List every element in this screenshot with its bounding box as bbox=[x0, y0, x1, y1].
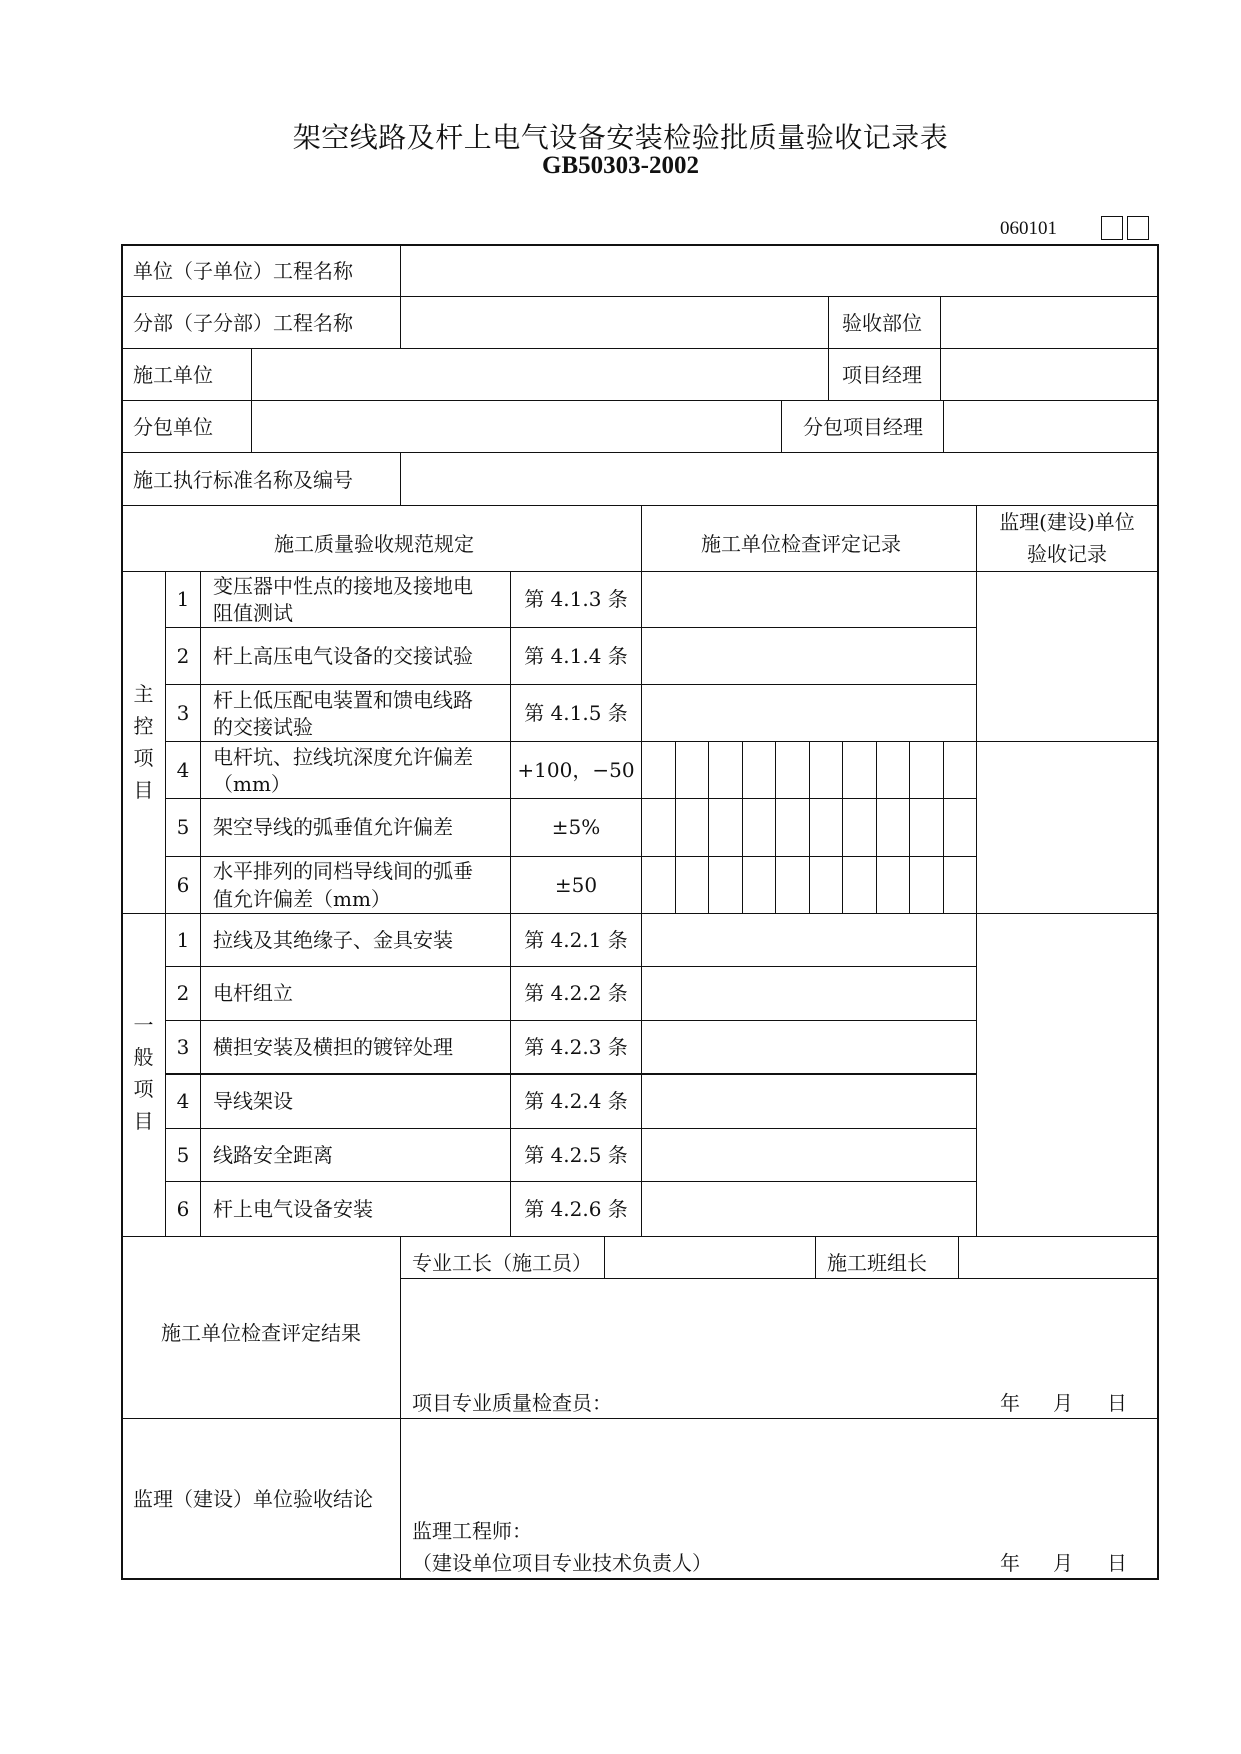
main-row-item-line1: 水平排列的同档导线间的弧垂 bbox=[213, 859, 473, 883]
conclusion-date-month: 月 bbox=[1053, 1551, 1073, 1575]
main-row-item-line1: 杆上低压配电装置和馈电线路 bbox=[213, 688, 473, 712]
main-row-item-line1: 电杆坑、拉线坑深度允许偏差 bbox=[213, 745, 473, 769]
result-date-day: 日 bbox=[1107, 1391, 1127, 1415]
general-row-number: 2 bbox=[176, 981, 190, 1005]
supervision-conclusion-label: 监理（建设）单位验收结论 bbox=[133, 1487, 373, 1511]
form-code-box-2[interactable] bbox=[1127, 216, 1149, 240]
supervising-engineer-label: 监理工程师： bbox=[412, 1519, 532, 1543]
general-category-char: 目 bbox=[133, 1109, 154, 1133]
foreman-label: 专业工长（施工员） bbox=[412, 1251, 592, 1275]
main-row-clause: ±5% bbox=[551, 815, 601, 839]
main-row-number: 1 bbox=[176, 587, 190, 611]
inspection-column-header: 施工单位检查评定记录 bbox=[701, 532, 901, 556]
main-row-item-line1: 变压器中性点的接地及接地电 bbox=[213, 574, 473, 598]
unit-project-name-label: 单位（子单位）工程名称 bbox=[133, 259, 353, 283]
general-row-item: 导线架设 bbox=[213, 1089, 293, 1113]
main-row-clause: 第 4.1.5 条 bbox=[524, 701, 628, 725]
main-row-item-line1: 架空导线的弧垂值允许偏差 bbox=[213, 815, 453, 839]
main-row-number: 5 bbox=[176, 815, 190, 839]
general-row-clause: 第 4.2.3 条 bbox=[524, 1035, 628, 1059]
construction-unit-label: 施工单位 bbox=[133, 363, 213, 387]
main-row-item-line1: 杆上高压电气设备的交接试验 bbox=[213, 644, 473, 668]
main-category-char: 项 bbox=[133, 746, 154, 770]
main-category-char: 控 bbox=[133, 714, 154, 738]
project-manager-label: 项目经理 bbox=[842, 363, 922, 387]
general-row-clause: 第 4.2.5 条 bbox=[524, 1143, 628, 1167]
supervision-column-header-line1: 监理(建设)单位 bbox=[999, 510, 1135, 534]
general-row-item: 线路安全距离 bbox=[213, 1143, 333, 1167]
general-row-number: 6 bbox=[176, 1197, 190, 1221]
acceptance-location-label: 验收部位 bbox=[842, 311, 922, 335]
main-row-item-line2: （mm） bbox=[213, 772, 291, 796]
general-row-number: 4 bbox=[176, 1089, 190, 1113]
owner-representative-label: （建设单位项目专业技术负责人） bbox=[412, 1551, 712, 1575]
general-row-item: 拉线及其绝缘子、金具安装 bbox=[213, 928, 453, 952]
main-category-char: 主 bbox=[133, 682, 154, 706]
division-project-name-label: 分部（子分部）工程名称 bbox=[133, 311, 353, 335]
subcontractor-label: 分包单位 bbox=[133, 415, 213, 439]
main-row-item-line2: 值允许偏差（mm） bbox=[213, 887, 391, 911]
general-row-clause: 第 4.2.1 条 bbox=[524, 928, 628, 952]
team-leader-label: 施工班组长 bbox=[827, 1251, 927, 1275]
form-title: 架空线路及杆上电气设备安装检验批质量验收记录表 bbox=[292, 121, 949, 154]
main-row-number: 2 bbox=[176, 644, 190, 668]
main-row-number: 4 bbox=[176, 758, 190, 782]
main-row-clause: 第 4.1.3 条 bbox=[524, 587, 628, 611]
standard-code: GB50303-2002 bbox=[542, 152, 699, 179]
main-row-item-line2: 阻值测试 bbox=[213, 601, 293, 625]
result-date-month: 月 bbox=[1053, 1391, 1073, 1415]
construction-result-label: 施工单位检查评定结果 bbox=[161, 1321, 361, 1345]
form-code: 060101 bbox=[1000, 218, 1057, 239]
general-row-item: 杆上电气设备安装 bbox=[213, 1197, 373, 1221]
general-row-number: 1 bbox=[176, 928, 190, 952]
subcontract-manager-label: 分包项目经理 bbox=[803, 415, 923, 439]
general-row-number: 5 bbox=[176, 1143, 190, 1167]
supervision-column-header-line2: 验收记录 bbox=[1027, 542, 1107, 566]
general-row-item: 横担安装及横担的镀锌处理 bbox=[213, 1035, 453, 1059]
main-row-number: 3 bbox=[176, 701, 190, 725]
result-date-year: 年 bbox=[1000, 1391, 1020, 1415]
general-row-clause: 第 4.2.4 条 bbox=[524, 1089, 628, 1113]
main-row-clause: +100，−50 bbox=[517, 758, 635, 782]
conclusion-date-day: 日 bbox=[1107, 1551, 1127, 1575]
spec-column-header: 施工质量验收规范规定 bbox=[274, 532, 474, 556]
conclusion-date-year: 年 bbox=[1000, 1551, 1020, 1575]
main-row-clause: ±50 bbox=[554, 873, 598, 897]
general-category-char: 般 bbox=[133, 1045, 154, 1069]
main-category-char: 目 bbox=[133, 778, 154, 802]
main-row-clause: 第 4.1.4 条 bbox=[524, 644, 628, 668]
quality-inspector-label: 项目专业质量检查员： bbox=[412, 1391, 612, 1415]
general-row-number: 3 bbox=[176, 1035, 190, 1059]
standard-name-label: 施工执行标准名称及编号 bbox=[133, 468, 353, 492]
general-category-char: 一 bbox=[133, 1013, 154, 1037]
general-row-clause: 第 4.2.6 条 bbox=[524, 1197, 628, 1221]
form-code-box-1[interactable] bbox=[1101, 216, 1123, 240]
main-row-number: 6 bbox=[176, 873, 190, 897]
main-row-item-line2: 的交接试验 bbox=[213, 715, 313, 739]
general-row-item: 电杆组立 bbox=[213, 981, 293, 1005]
general-row-clause: 第 4.2.2 条 bbox=[524, 981, 628, 1005]
general-category-char: 项 bbox=[133, 1077, 154, 1101]
